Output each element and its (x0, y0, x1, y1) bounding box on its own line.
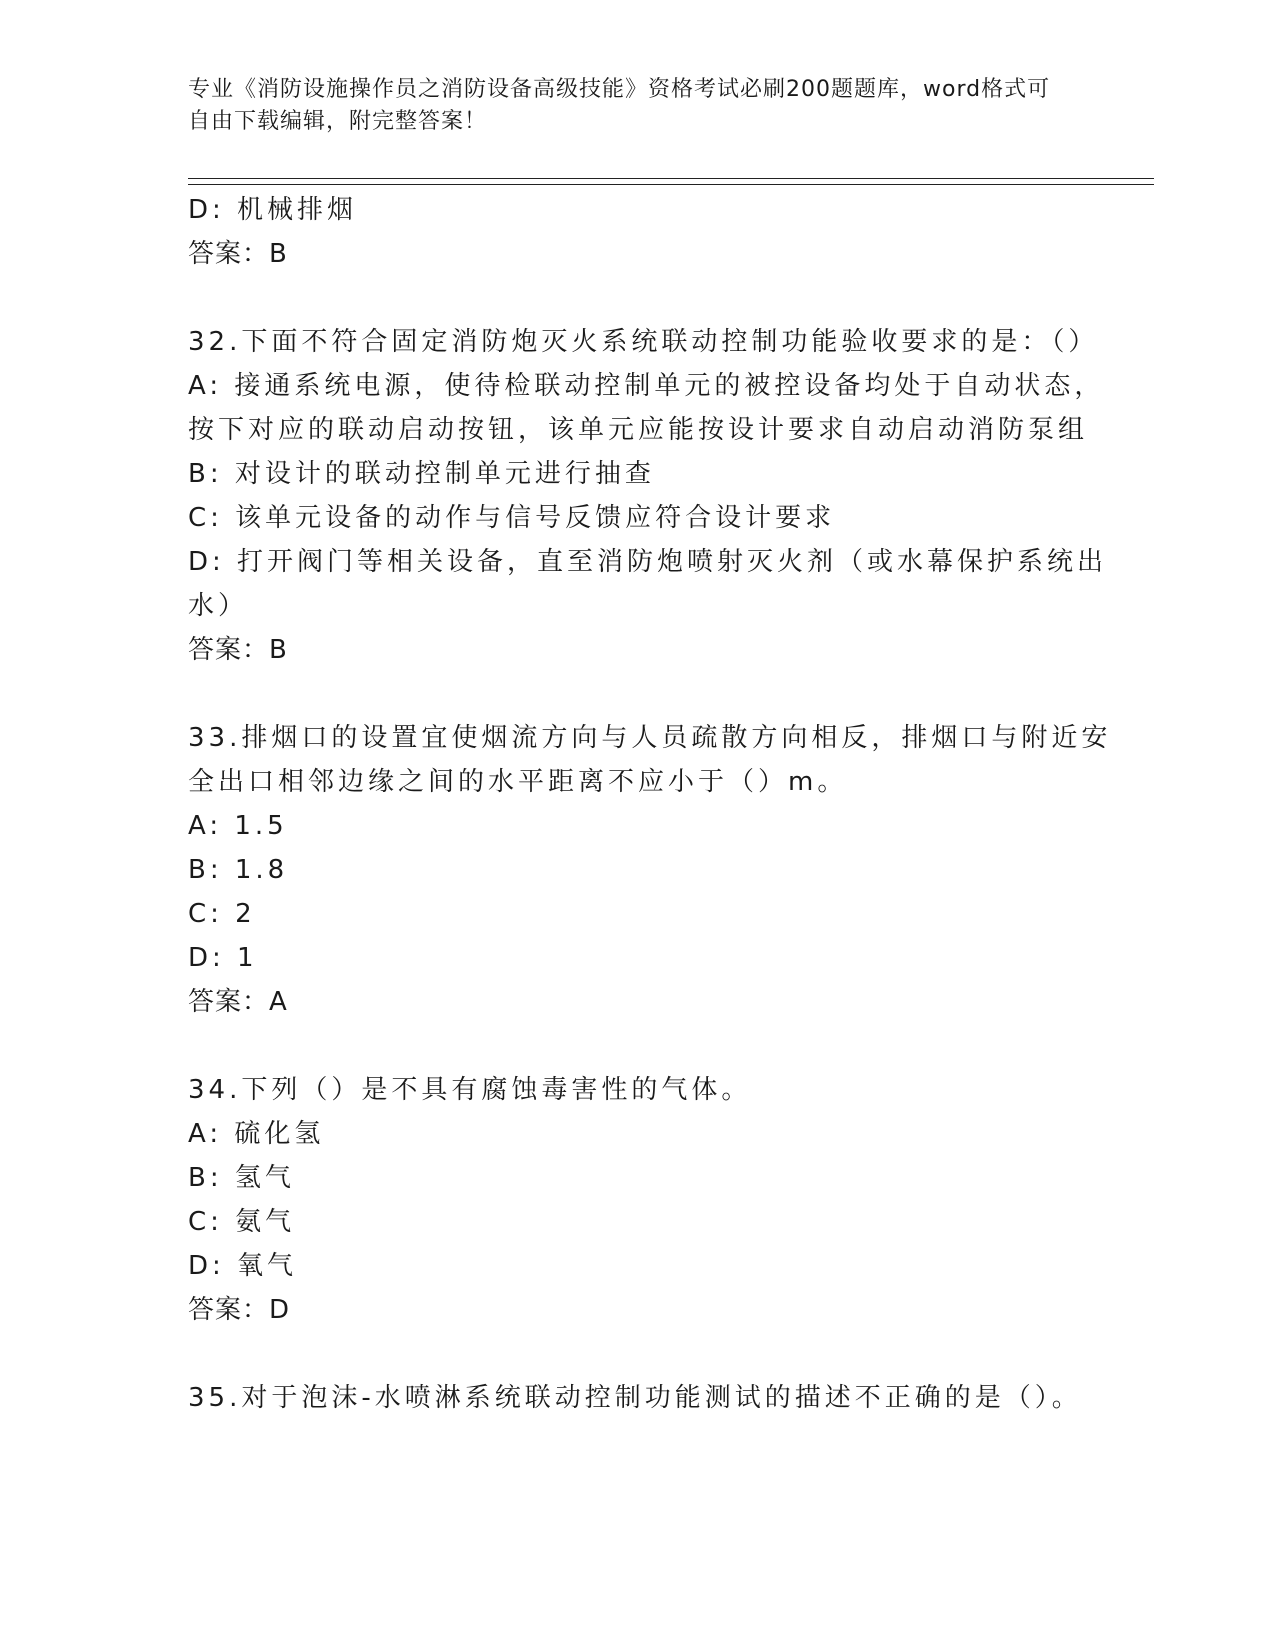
q33-option-a: A: 1.5 (188, 811, 288, 841)
q32-question: 32.下面不符合固定消防炮灭火系统联动控制功能验收要求的是：（） (188, 327, 1099, 357)
q34-option-a: A: 硫化氢 (188, 1119, 325, 1149)
q32-option-b: B: 对设计的联动控制单元进行抽查 (188, 459, 655, 489)
q34-question: 34.下列（）是不具有腐蚀毒害性的气体。 (188, 1075, 752, 1105)
q32-option-a-line2: 按下对应的联动启动按钮，该单元应能按设计要求自动启动消防泵组 (188, 415, 1089, 445)
q34-option-c: C: 氨气 (188, 1207, 296, 1237)
q33-option-b: B: 1.8 (188, 855, 289, 885)
q35-question: 35.对于泡沫-水喷淋系统联动控制功能测试的描述不正确的是（）。 (188, 1383, 1082, 1413)
q32-option-d-line1: D: 打开阀门等相关设备，直至消防炮喷射灭火剂（或水幕保护系统出 (188, 547, 1108, 577)
q33-question-line1: 33.排烟口的设置宜使烟流方向与人员疏散方向相反，排烟口与附近安 (188, 723, 1112, 753)
q32-option-a-line1: A: 接通系统电源，使待检联动控制单元的被控设备均处于自动状态， (188, 371, 1105, 401)
q34-option-d: D: 氧气 (188, 1251, 298, 1281)
header-rule-top (188, 178, 1154, 179)
q33-option-d: D: 1 (188, 943, 258, 973)
q32-option-c: C: 该单元设备的动作与信号反馈应符合设计要求 (188, 503, 836, 533)
header-rule-bottom (188, 184, 1154, 185)
q32-option-d-line2: 水） (188, 591, 249, 621)
q32-answer: 答案：B (188, 635, 288, 665)
q31-answer: 答案：B (188, 239, 288, 269)
document-header: 专业《消防设施操作员之消防设备高级技能》资格考试必刷200题题库，word格式可自由下载编辑，附完整答案！ (188, 77, 1051, 134)
q34-answer: 答案：D (188, 1295, 291, 1325)
q33-answer: 答案：A (188, 987, 288, 1017)
q33-question-line2: 全出口相邻边缘之间的水平距离不应小于（）m。 (188, 767, 848, 797)
q31-option-d: D: 机械排烟 (188, 195, 358, 225)
q34-option-b: B: 氢气 (188, 1163, 295, 1193)
q33-option-c: C: 2 (188, 899, 256, 929)
